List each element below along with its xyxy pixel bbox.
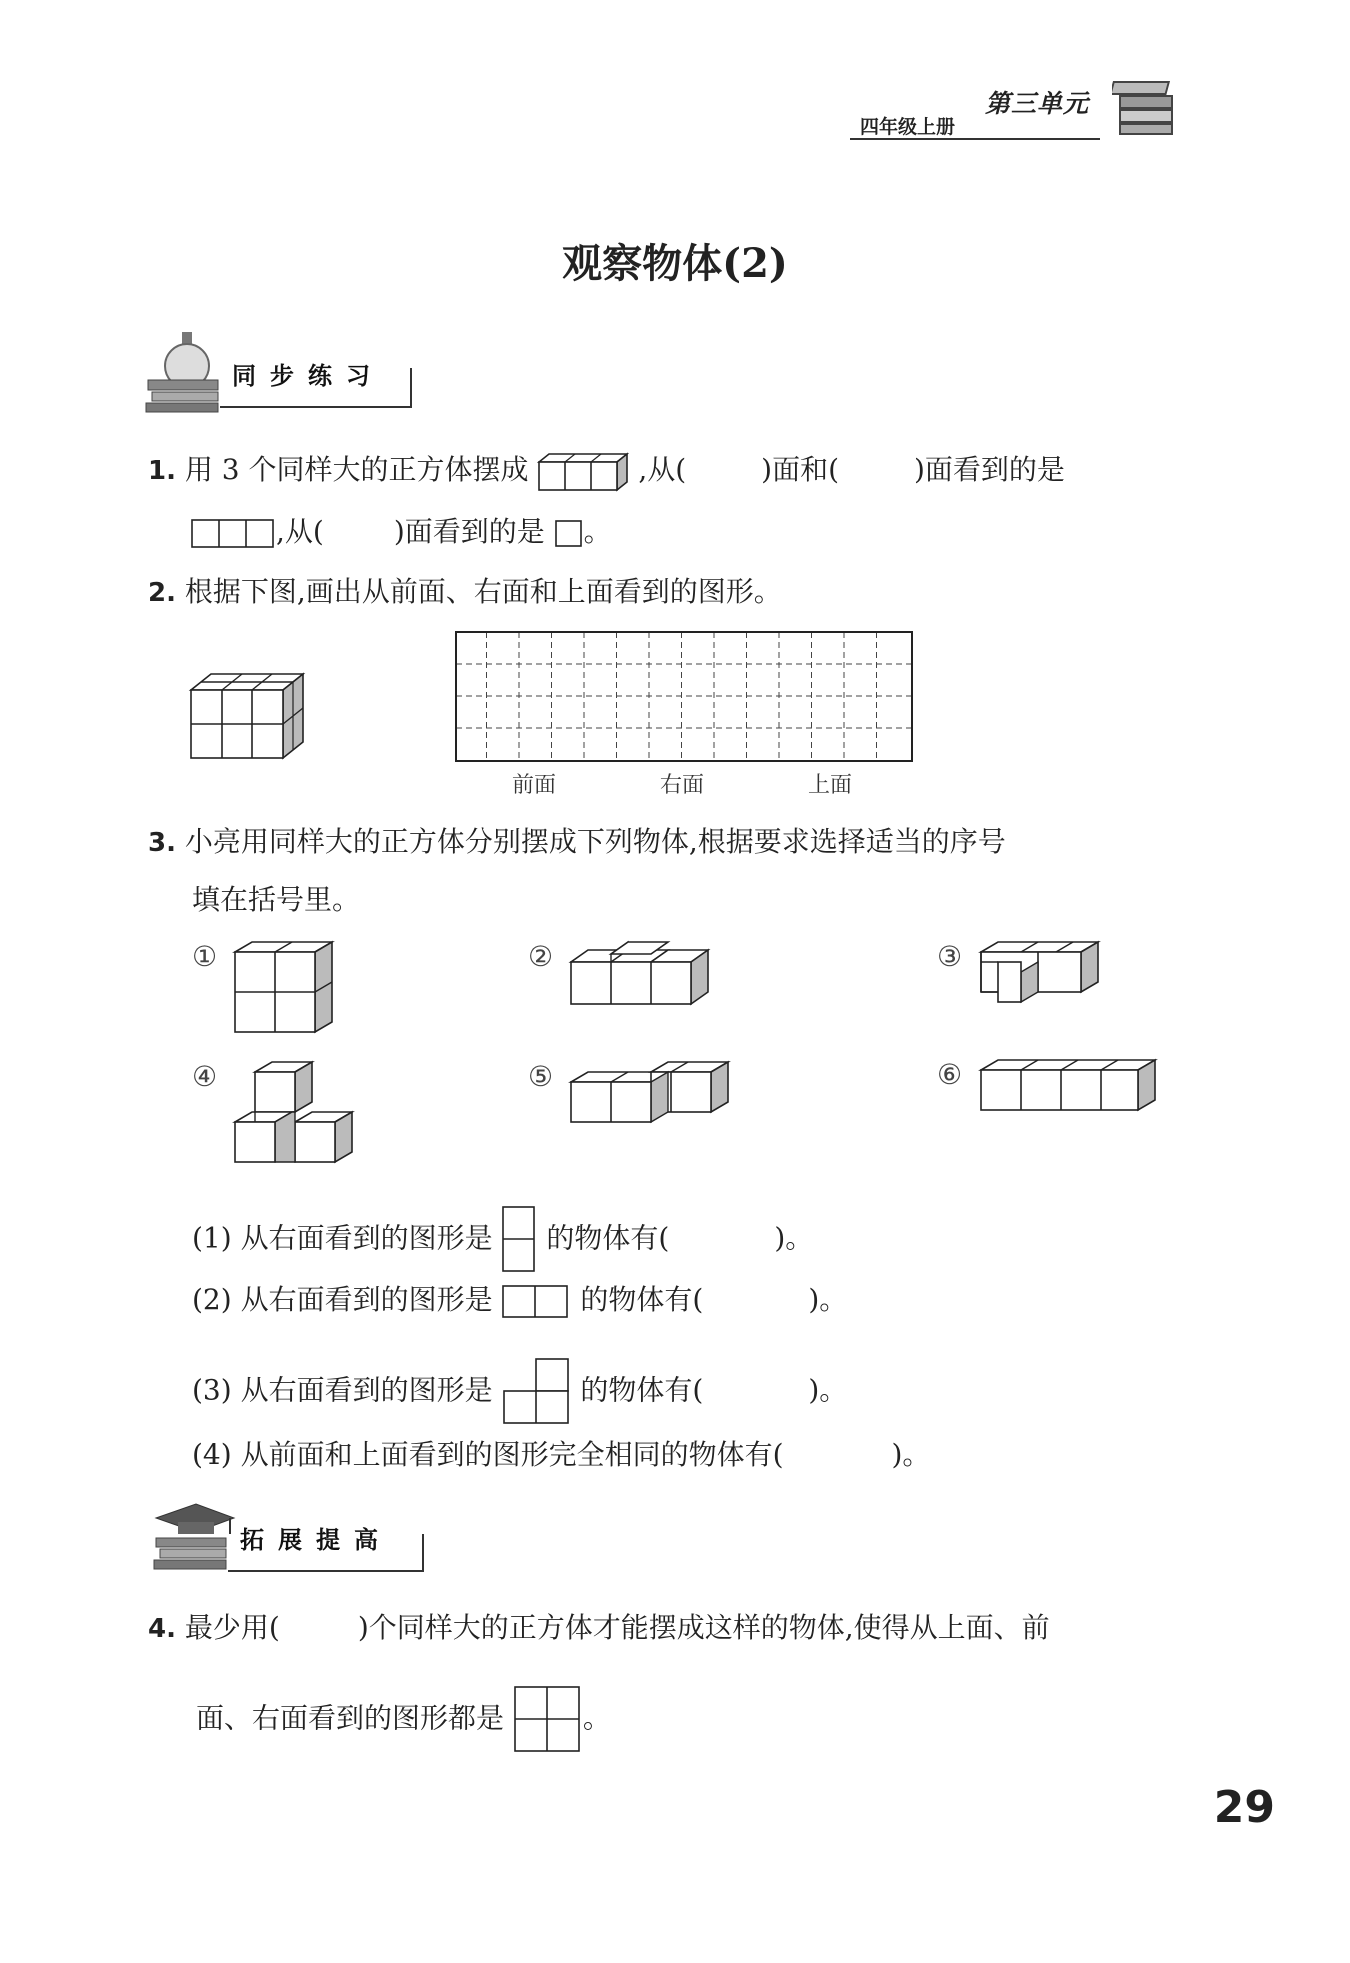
- grade-label: 四年级上册: [860, 116, 956, 138]
- figure-marker-3: ③: [937, 940, 963, 973]
- question-text: 用 3 个同样大的正方体摆成: [184, 453, 529, 486]
- figure-marker-2: ②: [528, 940, 554, 973]
- page-title: 观察物体(2): [562, 240, 788, 287]
- question-4-line-2: [196, 1685, 611, 1755]
- three-square-row-figure: [190, 518, 276, 550]
- drawing-grid[interactable]: [454, 630, 914, 764]
- unit-label: 第三单元: [985, 89, 1090, 118]
- two-square-column-figure: [501, 1205, 537, 1275]
- sub-question-text: )。: [774, 1221, 814, 1255]
- question-text: 。: [583, 515, 612, 548]
- figure-marker-4: ④: [192, 1060, 218, 1093]
- sub-question-text: (4) 从前面和上面看到的图形完全相同的物体有(: [192, 1438, 784, 1471]
- question-text: )面看到的是: [914, 453, 1065, 486]
- question-3-line-2: 填在括号里。: [192, 883, 361, 916]
- question-text: 。: [582, 1701, 611, 1735]
- question-2-text: [148, 572, 782, 613]
- sub-question-text: (3) 从右面看到的图形是: [192, 1373, 493, 1407]
- sub-question-text: (2) 从右面看到的图形是: [192, 1283, 493, 1316]
- question-text: 小亮用同样大的正方体分别摆成下列物体,根据要求选择适当的序号: [184, 825, 1006, 858]
- question-text: ,从(: [638, 453, 687, 486]
- grid-label-right: 右面: [660, 773, 705, 798]
- figure-marker-6: ⑥: [937, 1058, 963, 1091]
- grid-label-front: 前面: [512, 773, 557, 798]
- question-text: ,从(: [276, 515, 324, 548]
- sub-question-1: [192, 1205, 813, 1275]
- question-text: )个同样大的正方体才能摆成这样的物体,使得从上面、前: [357, 1611, 1050, 1644]
- three-cube-row-figure: [537, 452, 629, 492]
- sub-question-text: )。: [808, 1373, 848, 1407]
- question-text: )面看到的是: [393, 515, 545, 548]
- single-square-figure: [554, 518, 584, 550]
- sub-question-2: [192, 1280, 847, 1320]
- figure-1: [232, 940, 337, 1036]
- figure-3: [978, 940, 1118, 1006]
- question-number: 2.: [148, 578, 176, 608]
- books-icon: [1112, 70, 1182, 140]
- question-text: 面、右面看到的图形都是: [196, 1701, 505, 1735]
- six-cube-block-figure: [185, 668, 310, 763]
- question-3-line-1: [148, 822, 1006, 863]
- question-text: 根据下图,画出从前面、右面和上面看到的图形。: [184, 575, 782, 608]
- four-square-grid-figure: [513, 1685, 583, 1755]
- figure-6: [978, 1058, 1160, 1116]
- sub-question-text: )。: [891, 1438, 931, 1471]
- graduation-cap-books-icon: [148, 1500, 238, 1572]
- sub-question-4: [192, 1435, 930, 1475]
- figure-marker-1: ①: [192, 940, 218, 973]
- figure-4: [232, 1060, 357, 1172]
- question-1-line-1: [148, 450, 1065, 492]
- sub-question-text: (1) 从右面看到的图形是: [192, 1221, 493, 1255]
- sub-question-text: 的物体有(: [546, 1221, 670, 1255]
- two-square-row-figure: [501, 1284, 571, 1320]
- sub-question-text: 的物体有(: [580, 1283, 704, 1316]
- question-text: )面和(: [761, 453, 839, 486]
- figure-marker-5: ⑤: [528, 1060, 554, 1093]
- question-1-line-2: [190, 512, 612, 552]
- lamp-books-icon: [140, 330, 230, 415]
- question-number: 4.: [148, 1614, 176, 1644]
- question-number: 1.: [148, 456, 176, 486]
- sub-question-text: )。: [808, 1283, 848, 1316]
- section-practice-title: 同步练习: [232, 362, 384, 390]
- grid-label-top: 上面: [808, 773, 853, 798]
- question-text: 最少用(: [184, 1611, 280, 1644]
- page-number: 29: [1213, 1782, 1275, 1833]
- sub-question-text: 的物体有(: [580, 1373, 704, 1407]
- figure-5: [568, 1060, 733, 1126]
- figure-2: [568, 940, 713, 1010]
- section-extension-title: 拓展提高: [240, 1526, 392, 1554]
- sub-question-3: [192, 1357, 847, 1427]
- question-number: 3.: [148, 828, 176, 858]
- question-4-line-1: [148, 1608, 1050, 1649]
- l-shape-figure: [501, 1357, 571, 1427]
